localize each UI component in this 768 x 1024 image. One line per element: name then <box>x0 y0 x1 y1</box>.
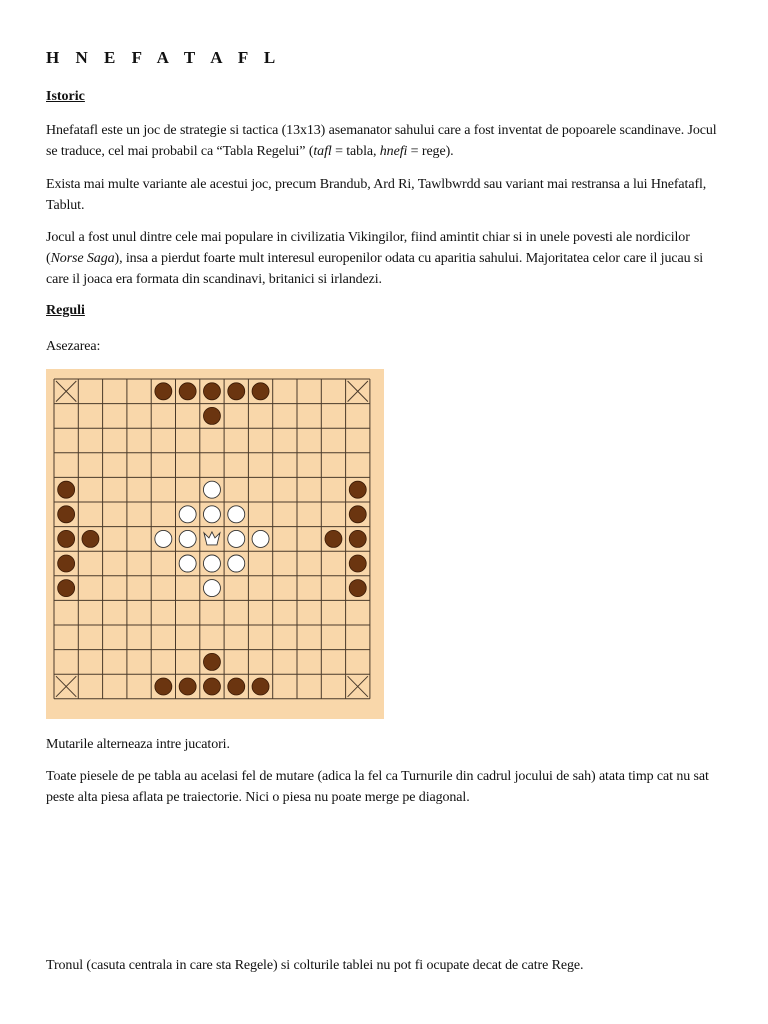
defender-piece <box>228 555 245 572</box>
italic-term: tafl <box>313 144 332 159</box>
defender-piece <box>203 506 220 523</box>
attacker-piece <box>58 506 75 523</box>
board-diagram <box>46 369 384 719</box>
section-heading-istoric: Istoric <box>46 89 85 104</box>
defender-piece <box>179 555 196 572</box>
attacker-piece <box>58 555 75 572</box>
attacker-piece <box>82 530 99 547</box>
attacker-piece <box>349 580 366 597</box>
king-piece <box>204 532 220 545</box>
attacker-piece <box>179 678 196 695</box>
document-title: H N E F A T A F L <box>46 48 282 67</box>
italic-term: Norse Saga <box>50 251 115 266</box>
rule-throne-corners: Tronul (casuta centrala in care sta Regele) si colturile tablei nu pot fi ocupate decat de catre Rege. <box>46 958 584 973</box>
attacker-piece <box>349 530 366 547</box>
history-paragraph-1: Hnefatafl este un joc de strategie si tactica (13x13) asemanator sahului care a fost inventat de popoarele scandinave. Jocul se traduce, cel mai probabil ca “Tabla Regelui” (tafl = tabla, hnefi = rege). <box>46 123 717 159</box>
section-heading-reguli: Reguli <box>46 303 85 318</box>
attacker-piece <box>252 678 269 695</box>
hnefatafl-board <box>46 369 384 719</box>
attacker-piece <box>325 530 342 547</box>
attacker-piece <box>58 481 75 498</box>
attacker-piece <box>203 383 220 400</box>
attacker-piece <box>228 678 245 695</box>
defender-piece <box>203 580 220 597</box>
attacker-piece <box>58 580 75 597</box>
history-paragraph-2: Exista mai multe variante ale acestui joc, precum Brandub, Ard Ri, Tawlbwrdd sau variant mai restransa a lui Hnefatafl, Tablut. <box>46 177 707 213</box>
attacker-piece <box>349 506 366 523</box>
attacker-piece <box>155 383 172 400</box>
defender-piece <box>179 530 196 547</box>
defender-piece <box>203 555 220 572</box>
attacker-piece <box>58 530 75 547</box>
setup-label: Asezarea: <box>46 339 101 354</box>
attacker-piece <box>203 407 220 424</box>
defender-piece <box>179 506 196 523</box>
defender-piece <box>252 530 269 547</box>
defender-piece <box>203 481 220 498</box>
attacker-piece <box>228 383 245 400</box>
rule-movement: Toate piesele de pe tabla au acelasi fel de mutare (adica la fel ca Turnurile din cadrul jocului de sah) atata timp cat nu sat peste alta piesa aflata pe traiectorie. Nici o piesa nu poate merge pe diagonal. <box>46 769 709 805</box>
attacker-piece <box>203 653 220 670</box>
defender-piece <box>228 530 245 547</box>
attacker-piece <box>155 678 172 695</box>
rule-alternate-moves: Mutarile alterneaza intre jucatori. <box>46 737 230 752</box>
attacker-piece <box>179 383 196 400</box>
defender-piece <box>228 506 245 523</box>
italic-term: hnefi <box>379 144 408 159</box>
history-paragraph-3: Jocul a fost unul dintre cele mai populare in civilizatia Vikingilor, fiind amintit chiar si in unele povesti ale nordicilor (Norse Saga), insa a pierdut foarte mult interesul europenilor odata cu aparitia sahului. Majoritatea celor care il jucau si care il joaca era formata din scandinavi, britanici si irlandezi. <box>46 230 704 287</box>
attacker-piece <box>349 481 366 498</box>
attacker-piece <box>349 555 366 572</box>
defender-piece <box>155 530 172 547</box>
attacker-piece <box>252 383 269 400</box>
attacker-piece <box>203 678 220 695</box>
